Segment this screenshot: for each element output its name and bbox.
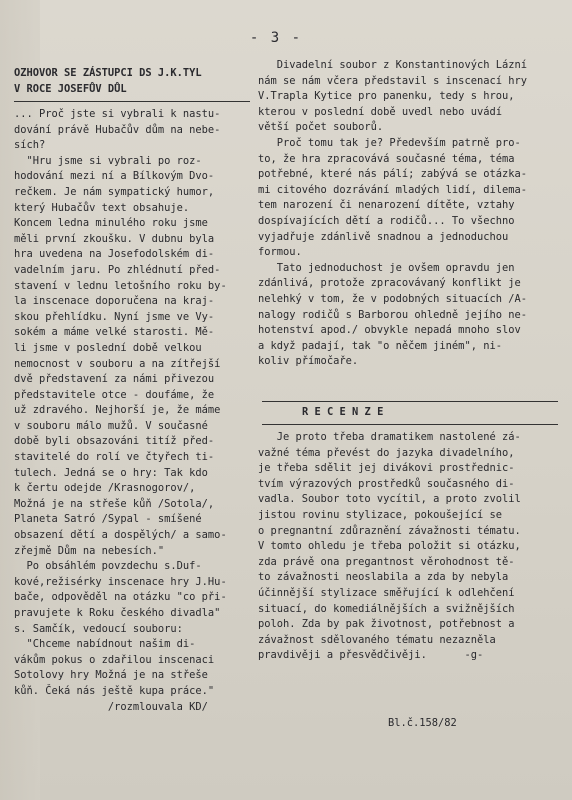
interview-text-line: /rozmlouvala KD/	[14, 700, 208, 713]
recenze-rule-bottom	[262, 424, 558, 425]
review-text-line: važné téma převést do jazyka divadelního,	[258, 446, 515, 459]
review-text-line: pravdivěji a přesvědčivěji. -g-	[258, 649, 484, 662]
interview-text-line: vadelním jaru. Po zhlédnutí před-	[14, 263, 221, 276]
interview-text-line: Možná je na střeše kůň /Sotola/,	[14, 497, 215, 510]
article-text-line: větší počet souborů.	[258, 121, 384, 134]
interview-text-line: sokém a máme velké starosti. Mě-	[14, 326, 215, 339]
interview-text-line: době byli obsazováni titíž před-	[14, 435, 215, 448]
article-body	[258, 58, 558, 370]
article-text-line: Divadelní soubor z Konstantinových Lázní	[258, 59, 527, 71]
article-text-line: formou.	[258, 246, 302, 259]
interview-text-line: kůň. Čeká nás ještě kupa práce."	[14, 684, 215, 697]
article-text-line: Proč tomu tak je? Především patrně pro-	[258, 136, 521, 149]
interview-text-line: který Hubačův text obsahuje.	[14, 201, 190, 214]
review-text-line: účinnější stylizace směřující k odlehčení	[258, 586, 515, 599]
article-text-line: vyjadřuje zdánlivě snadnou a jednoduchou	[258, 230, 509, 243]
interview-text-line: sích?	[14, 139, 46, 152]
interview-text-line: kové,režisérky inscenace hry J.Hu-	[14, 575, 227, 588]
recenze-heading: R E C E N Z E	[302, 406, 384, 418]
interview-text-line: Sotolovy hry Možná je na střeše	[14, 669, 208, 682]
recenze-heading-block	[258, 405, 558, 421]
article-text-line: potřebné, které nás pálí; zabývá se otázka-	[258, 168, 527, 181]
article-text-line: hotenství apod./ obvykle nepadá mnoho slov	[258, 324, 521, 337]
interview-text-line: Koncem ledna minulého roku jsme	[14, 217, 208, 230]
review-text-line: vadla. Soubor toto vycítil, a proto zvolil	[258, 493, 521, 506]
review-text-line: o pregnantní zdůraznění závažnosti tématu.	[258, 524, 521, 537]
reference-block	[258, 716, 558, 732]
article-text-line: mi citového dozrávání mladých lidí, dilema-	[258, 183, 527, 196]
review-text-line: zda právě ona pregantnost věrohodnost tě-	[258, 555, 515, 568]
article-text-line: to, že hra zpracovává současné téma, téma	[258, 152, 515, 165]
interview-text-line: zřejmě Dům na nebesích."	[14, 544, 165, 557]
interview-body	[14, 107, 258, 715]
interview-text-line: už zdravého. Nejhorší je, že máme	[14, 404, 221, 417]
interview-text-line: s. Samčík, vedoucí souboru:	[14, 622, 183, 635]
interview-text-line: k čertu odejde /Krasnogorov/,	[14, 482, 196, 495]
review-text-line: jistou rovinu stylizace, pokoušející se	[258, 508, 502, 521]
article-text-line: koliv přímočaře.	[258, 355, 359, 368]
review-text-line: je třeba sdělit jej divákovi prostřednic-	[258, 462, 515, 475]
interview-text-line: stavitelé do rolí ve čtyřech ti-	[14, 451, 215, 464]
review-text-line: poloh. Zda by pak životnost, potřebnost a	[258, 618, 515, 631]
reference-number: Bl.č.158/82	[388, 717, 457, 729]
interview-text-line: skou přehlídku. Nyní jsme ve Vy-	[14, 310, 215, 323]
article-text-line: V.Trapla Kytice pro panenku, tedy s hrou,	[258, 90, 515, 103]
review-text-line: závažnost sdělovaného tématu nezazněla	[258, 633, 496, 646]
interview-text-line: hodování mezi ní a Bílkovým Dvo-	[14, 170, 215, 183]
interview-text-line: v souboru málo mužů. V současné	[14, 419, 208, 432]
review-text-line: V tomto ohledu je třeba položit si otázku,	[258, 540, 521, 553]
article-text-line: nelehký v tom, že v podobných situacích /A-	[258, 292, 527, 305]
interview-text-line: dování právě Hubačův dům na nebe-	[14, 123, 221, 136]
article-text-line: Tato jednoduchost je ovšem opravdu jen	[258, 261, 515, 274]
interview-headline-line-2: V ROCE JOSEFŮV DŮL	[14, 82, 127, 95]
article-text-line: nalogy rodičů s Barborou ohledně jejího ne-	[258, 308, 527, 321]
article-text-line: nám se nám včera představil s inscenací hry	[258, 74, 527, 87]
interview-text-line: li jsme v poslední době velkou	[14, 341, 202, 354]
interview-text-line: Planeta Satró /Sypal - smíšené	[14, 513, 202, 526]
interview-text-line: stavení v lednu letošního roku by-	[14, 279, 227, 292]
interview-text-line: rečkem. Je nám sympatický humor,	[14, 185, 215, 198]
interview-text-line: la inscenace doporučena na kraj-	[14, 295, 215, 308]
review-text-line: situací, do komediálnějších a svižnějších	[258, 602, 515, 615]
review-text-line: tvím výrazových prostředků současného di-	[258, 477, 515, 490]
article-text-line: tem narození či nenarození dítěte, vztahy	[258, 199, 515, 212]
headline-rule	[14, 101, 250, 102]
left-column	[14, 66, 258, 97]
recenze-rule-top	[262, 401, 558, 402]
interview-text-line: hra uvedena na Josefodolském di-	[14, 248, 215, 261]
interview-text-line: "Hru jsme si vybrali po roz-	[14, 154, 202, 167]
interview-text-line: tulech. Jedná se o hry: Tak kdo	[14, 466, 208, 479]
interview-text-line: obsazení dětí a dospělých/ a samo-	[14, 529, 227, 542]
interview-text-line: nemocnost v souboru a na zítřejší	[14, 357, 221, 370]
interview-text-line: "Chceme nabídnout našim di-	[14, 638, 196, 651]
article-text-line: zdánlivá, protože zpracovávaný konflikt je	[258, 277, 521, 290]
interview-text-line: měli první zkoušku. V dubnu byla	[14, 232, 215, 245]
interview-text-line: bače, odpověděl na otázku "co při-	[14, 591, 227, 604]
interview-text-line: vákům pokus o zdařilou inscenaci	[14, 653, 215, 666]
page-number: - 3 -	[249, 30, 303, 46]
review-text-line: Je proto třeba dramatikem nastolené zá-	[258, 431, 521, 443]
interview-text-line: dvě představení za námi přivezou	[14, 373, 215, 386]
article-text-line: a když padají, tak "o něčem jiném", ni-	[258, 339, 502, 352]
interview-text-line: Po obsáhlém povzdechu s.Duf-	[14, 560, 202, 573]
interview-text-line: ... Proč jste si vybrali k nastu-	[14, 108, 221, 120]
interview-headline-line-1: OZHOVOR SE ZÁSTUPCI DS J.K.TYL	[14, 67, 202, 79]
review-body	[258, 430, 558, 664]
interview-text-line: představitele otce - doufáme, že	[14, 388, 215, 401]
article-text-line: dospívajících dětí a rodičů... To všechno	[258, 214, 515, 227]
interview-text-line: pravujete k Roku českého divadla"	[14, 607, 221, 619]
article-text-line: kterou v poslední době uvedl nebo uvádí	[258, 105, 502, 118]
review-text-line: to závažnosti neoslabila a zda by nebyla	[258, 571, 509, 584]
